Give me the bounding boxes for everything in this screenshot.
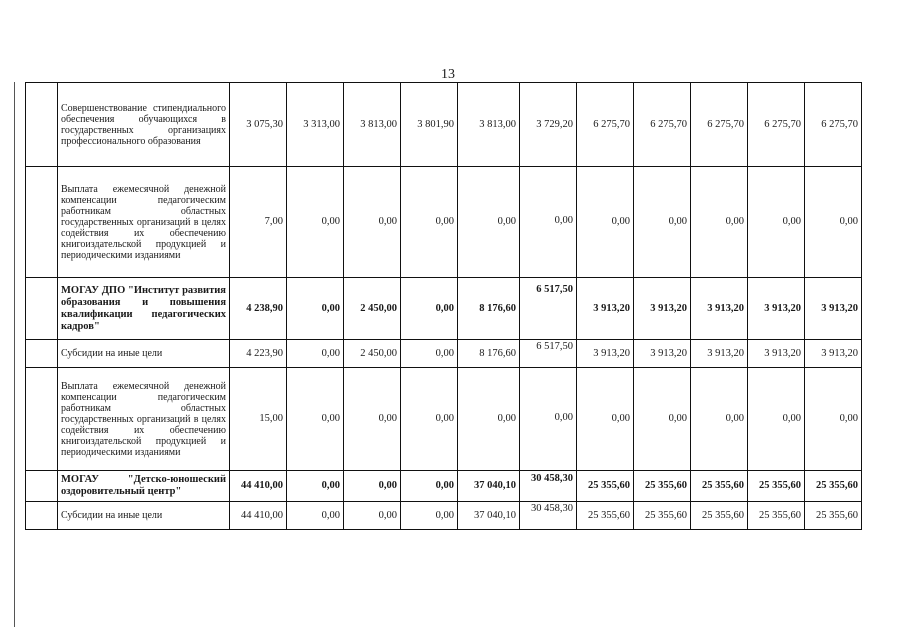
row-name: Субсидии на иные цели	[58, 502, 230, 530]
value-cell: 0,00	[691, 368, 748, 471]
table-row	[26, 83, 862, 167]
value-cell: 3 813,00	[344, 83, 401, 167]
value-cell: 0,00	[458, 368, 520, 471]
value-cell: 0,00	[344, 471, 401, 502]
value-cell: 25 355,60	[748, 471, 805, 502]
value-cell: 3 913,20	[577, 278, 634, 340]
value-cell: 15,00	[230, 368, 287, 471]
value-cell: 6 275,70	[748, 83, 805, 167]
value-cell: 0,00	[634, 368, 691, 471]
value-cell: 6 275,70	[805, 83, 862, 167]
value-cell: 25 355,60	[577, 471, 634, 502]
value-cell: 0,00	[287, 502, 344, 530]
index-cell	[26, 340, 58, 368]
value-cell: 0,00	[287, 368, 344, 471]
value-cell: 8 176,60	[458, 340, 520, 368]
row-name: Совершенствование стипендиального обеспечения обучающихся в государственных организациях профессионального образования	[58, 83, 230, 167]
value-cell: 3 913,20	[748, 340, 805, 368]
value-cell: 0,00	[401, 368, 458, 471]
value-cell: 25 355,60	[634, 502, 691, 530]
value-cell: 0,00	[401, 167, 458, 278]
table-row	[26, 340, 862, 368]
value-cell: 3 075,30	[230, 83, 287, 167]
value-cell: 44 410,00	[230, 502, 287, 530]
value-cell: 0,00	[577, 167, 634, 278]
value-cell: 25 355,60	[805, 502, 862, 530]
value-cell: 3 813,00	[458, 83, 520, 167]
value-cell: 37 040,10	[458, 502, 520, 530]
index-cell	[26, 502, 58, 530]
index-cell	[26, 83, 58, 167]
value-cell: 6 517,50	[520, 278, 577, 340]
value-cell: 4 238,90	[230, 278, 287, 340]
value-cell: 25 355,60	[691, 502, 748, 530]
value-cell: 0,00	[344, 368, 401, 471]
value-cell: 3 913,20	[805, 278, 862, 340]
row-name: МОГАУ "Детско-юношеский оздоровительный центр"	[58, 471, 230, 502]
value-cell: 0,00	[520, 167, 577, 278]
value-cell: 30 458,30	[520, 502, 577, 530]
value-cell: 3 913,20	[577, 340, 634, 368]
row-name: МОГАУ ДПО "Институт развития образования и повышения квалификации педагогических кадров"	[58, 278, 230, 340]
value-cell: 7,00	[230, 167, 287, 278]
index-cell	[26, 368, 58, 471]
value-cell: 8 176,60	[458, 278, 520, 340]
value-cell: 3 913,20	[634, 340, 691, 368]
value-cell: 0,00	[401, 278, 458, 340]
value-cell: 0,00	[577, 368, 634, 471]
value-cell: 3 913,20	[805, 340, 862, 368]
value-cell: 3 913,20	[748, 278, 805, 340]
index-cell	[26, 471, 58, 502]
value-cell: 6 275,70	[691, 83, 748, 167]
value-cell: 44 410,00	[230, 471, 287, 502]
value-cell: 25 355,60	[805, 471, 862, 502]
value-cell: 0,00	[287, 167, 344, 278]
row-name: Субсидии на иные цели	[58, 340, 230, 368]
table-row	[26, 278, 862, 340]
value-cell: 25 355,60	[748, 502, 805, 530]
value-cell: 25 355,60	[634, 471, 691, 502]
budget-table	[25, 82, 862, 530]
value-cell: 6 517,50	[520, 340, 577, 368]
value-cell: 0,00	[287, 471, 344, 502]
value-cell: 0,00	[401, 471, 458, 502]
row-name: Выплата ежемесячной денежной компенсации педагогическим работникам областных государственных организаций в целях содействия их обеспечению книгоиздательской продукцией и периодическими изданиями	[58, 368, 230, 471]
value-cell: 0,00	[287, 340, 344, 368]
value-cell: 3 313,00	[287, 83, 344, 167]
page-number: 13	[441, 67, 455, 82]
value-cell: 0,00	[748, 167, 805, 278]
value-cell: 0,00	[344, 502, 401, 530]
value-cell: 0,00	[691, 167, 748, 278]
value-cell: 0,00	[748, 368, 805, 471]
value-cell: 37 040,10	[458, 471, 520, 502]
table-row	[26, 368, 862, 471]
page-edge-line	[14, 82, 15, 627]
value-cell: 2 450,00	[344, 278, 401, 340]
value-cell: 3 913,20	[691, 278, 748, 340]
value-cell: 0,00	[287, 278, 344, 340]
table-row	[26, 502, 862, 530]
value-cell: 0,00	[401, 502, 458, 530]
value-cell: 25 355,60	[691, 471, 748, 502]
table-row	[26, 167, 862, 278]
value-cell: 30 458,30	[520, 471, 577, 502]
value-cell: 4 223,90	[230, 340, 287, 368]
value-cell: 0,00	[520, 368, 577, 471]
value-cell: 3 913,20	[634, 278, 691, 340]
row-name: Выплата ежемесячной денежной компенсации педагогическим работникам областных государственных организаций в целях содействия их обеспечению книгоиздательской продукцией и периодическими изданиями	[58, 167, 230, 278]
value-cell: 0,00	[344, 167, 401, 278]
value-cell: 0,00	[805, 167, 862, 278]
value-cell: 6 275,70	[577, 83, 634, 167]
index-cell	[26, 278, 58, 340]
value-cell: 6 275,70	[634, 83, 691, 167]
value-cell: 3 801,90	[401, 83, 458, 167]
value-cell: 25 355,60	[577, 502, 634, 530]
value-cell: 0,00	[401, 340, 458, 368]
value-cell: 0,00	[634, 167, 691, 278]
value-cell: 2 450,00	[344, 340, 401, 368]
value-cell: 3 729,20	[520, 83, 577, 167]
table-row	[26, 471, 862, 502]
value-cell: 0,00	[805, 368, 862, 471]
index-cell	[26, 167, 58, 278]
value-cell: 3 913,20	[691, 340, 748, 368]
value-cell: 0,00	[458, 167, 520, 278]
